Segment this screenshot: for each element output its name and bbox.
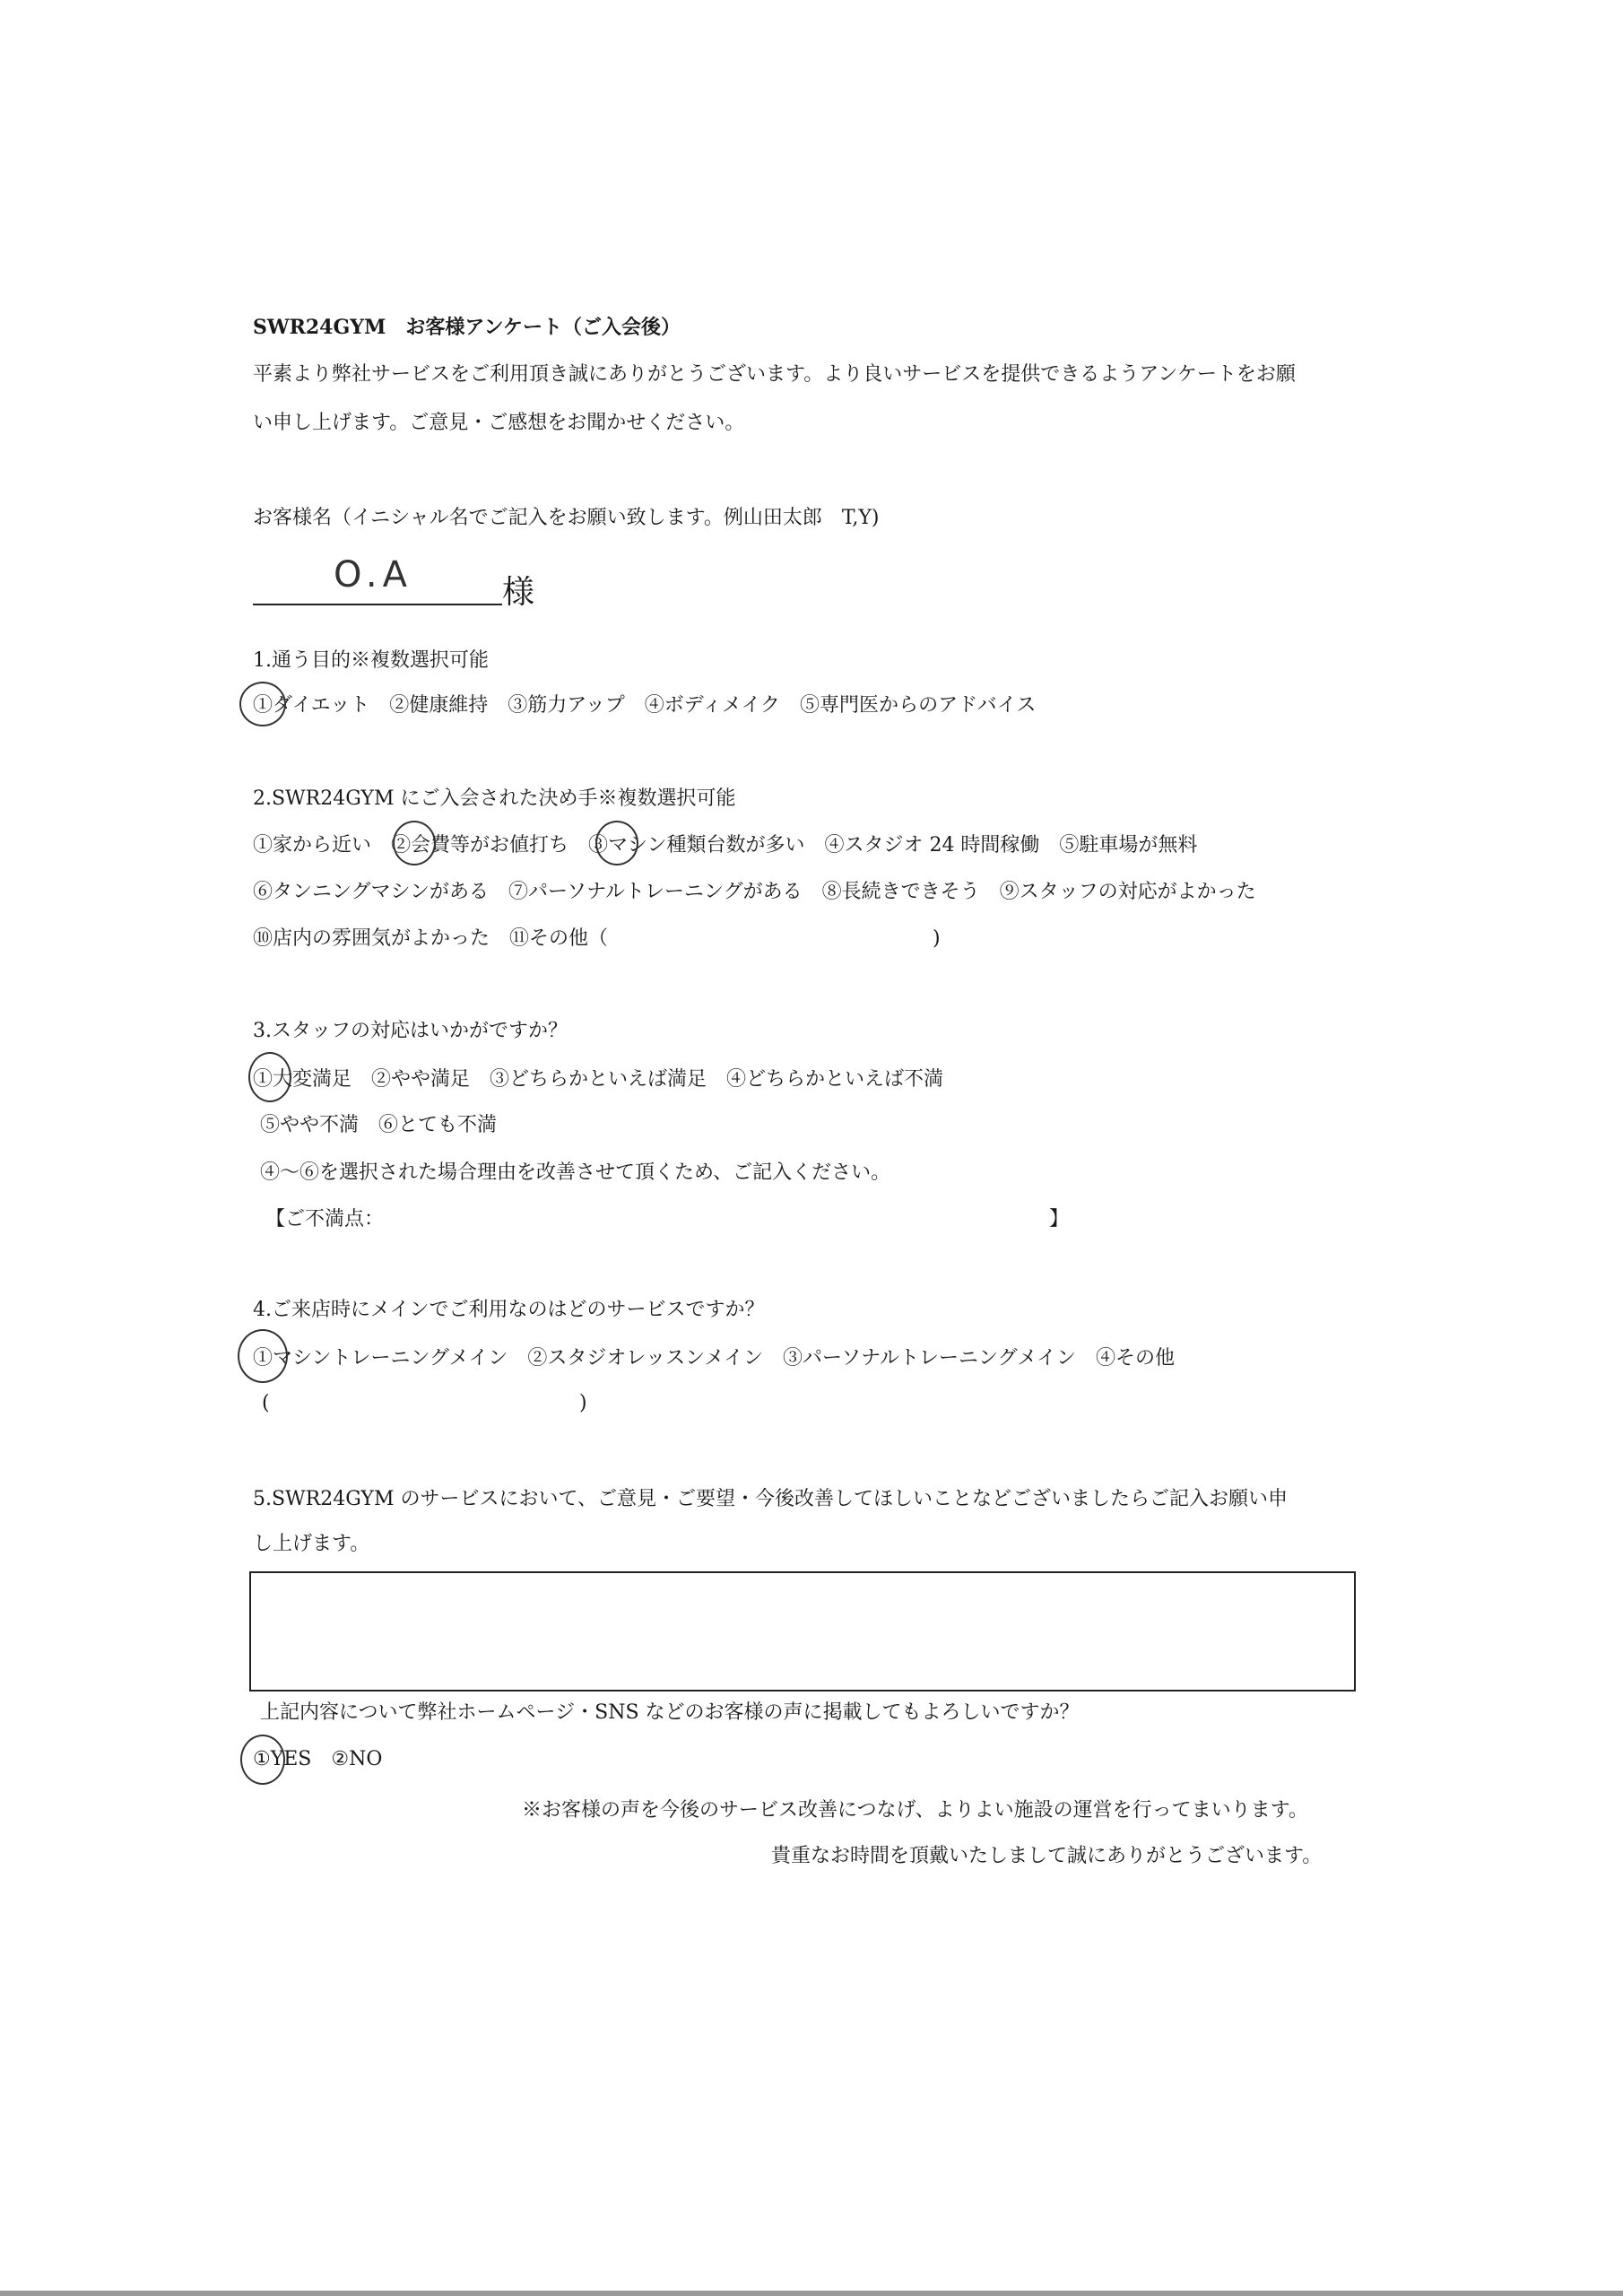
- q4-other-open: (: [262, 1392, 270, 1414]
- survey-title: SWR24GYM お客様アンケート（ご入会後）: [253, 316, 681, 339]
- customer-name-label: お客様名（イニシャル名でご記入をお願い致します。例山田太郎 T,Y): [253, 507, 880, 529]
- complaint-label: 【ご不満点：: [265, 1208, 385, 1231]
- selection-circle-q1-1: [239, 682, 286, 726]
- q1-title: 1.通う目的※複数選択可能: [253, 649, 489, 672]
- q5-comment-box[interactable]: [249, 1571, 1356, 1692]
- customer-name-suffix: 様: [502, 574, 535, 611]
- q3-options-line-2[interactable]: ⑤やや不満 ⑥とても不満: [260, 1114, 498, 1136]
- intro-line-2: い申し上げます。ご意見・ご感想をお聞かせください。: [253, 412, 745, 434]
- footer-note-1: ※お客様の声を今後のサービス改善につなげ、よりよい施設の運営を行ってまいります。: [522, 1799, 1308, 1822]
- publish-options[interactable]: ①YES ②NO: [253, 1748, 383, 1770]
- selection-circle-q2-3: [595, 821, 638, 865]
- selection-circle-q2-2: [393, 821, 436, 865]
- q4-title: 4.ご来店時にメインでご利用なのはどのサービスですか？: [253, 1299, 765, 1321]
- footer-note-2: 貴重なお時間を頂戴いたしまして誠にありがとうございます。: [771, 1845, 1323, 1867]
- intro-line-1: 平素より弊社サービスをご利用頂き誠にありがとうございます。より良いサービスを提供できるようアンケートをお願: [253, 363, 1296, 386]
- complaint-close: 】: [1049, 1208, 1070, 1231]
- q5-title-line-1: 5.SWR24GYM のサービスにおいて、ご意見・ご要望・今後改善してほしいことなどございましたらご記入お願い申: [253, 1488, 1289, 1510]
- q2-other-close: ): [933, 927, 941, 950]
- q2-options-line-3[interactable]: ⑩店内の雰囲気がよかった ⑪その他（: [253, 927, 609, 950]
- customer-name-underline: [253, 604, 502, 605]
- publish-question: 上記内容について弊社ホームページ・SNS などのお客様の声に掲載してもよろしいですか？: [260, 1701, 1080, 1724]
- customer-name-value[interactable]: O.A: [334, 554, 412, 596]
- q5-title-line-2: し上げます。: [253, 1533, 370, 1555]
- scan-bottom-edge: [0, 2291, 1623, 2296]
- q3-options-line-1[interactable]: ①大変満足 ②やや満足 ③どちらかといえば満足 ④どちらかといえば不満: [253, 1068, 944, 1091]
- selection-circle-q4-1: [238, 1329, 288, 1383]
- q3-note: ④～⑥を選択された場合理由を改善させて頂くため、ご記入ください。: [260, 1161, 891, 1184]
- selection-circle-publish-yes: [240, 1735, 285, 1785]
- q2-title: 2.SWR24GYM にご入会された決め手※複数選択可能: [253, 787, 736, 810]
- q4-options-line-1[interactable]: ①マシントレーニングメイン ②スタジオレッスンメイン ③パーソナルトレーニングメイン ④その他: [253, 1347, 1175, 1370]
- q1-options[interactable]: ①ダイエット ②健康維持 ③筋力アップ ④ボディメイク ⑤専門医からのアドバイス: [253, 694, 1037, 717]
- q4-other-close: ): [579, 1392, 587, 1414]
- q2-options-line-2[interactable]: ⑥タンニングマシンがある ⑦パーソナルトレーニングがある ⑧長続きできそう ⑨スタッフの対応がよかった: [253, 881, 1256, 903]
- selection-circle-q3-1: [248, 1052, 291, 1102]
- q3-title: 3.スタッフの対応はいかがですか？: [253, 1020, 568, 1042]
- q2-options-line-1[interactable]: ①家から近い ②会費等がお値打ち ③マシン種類台数が多い ④スタジオ 24 時間稼働 ⑤駐車場が無料: [253, 834, 1198, 857]
